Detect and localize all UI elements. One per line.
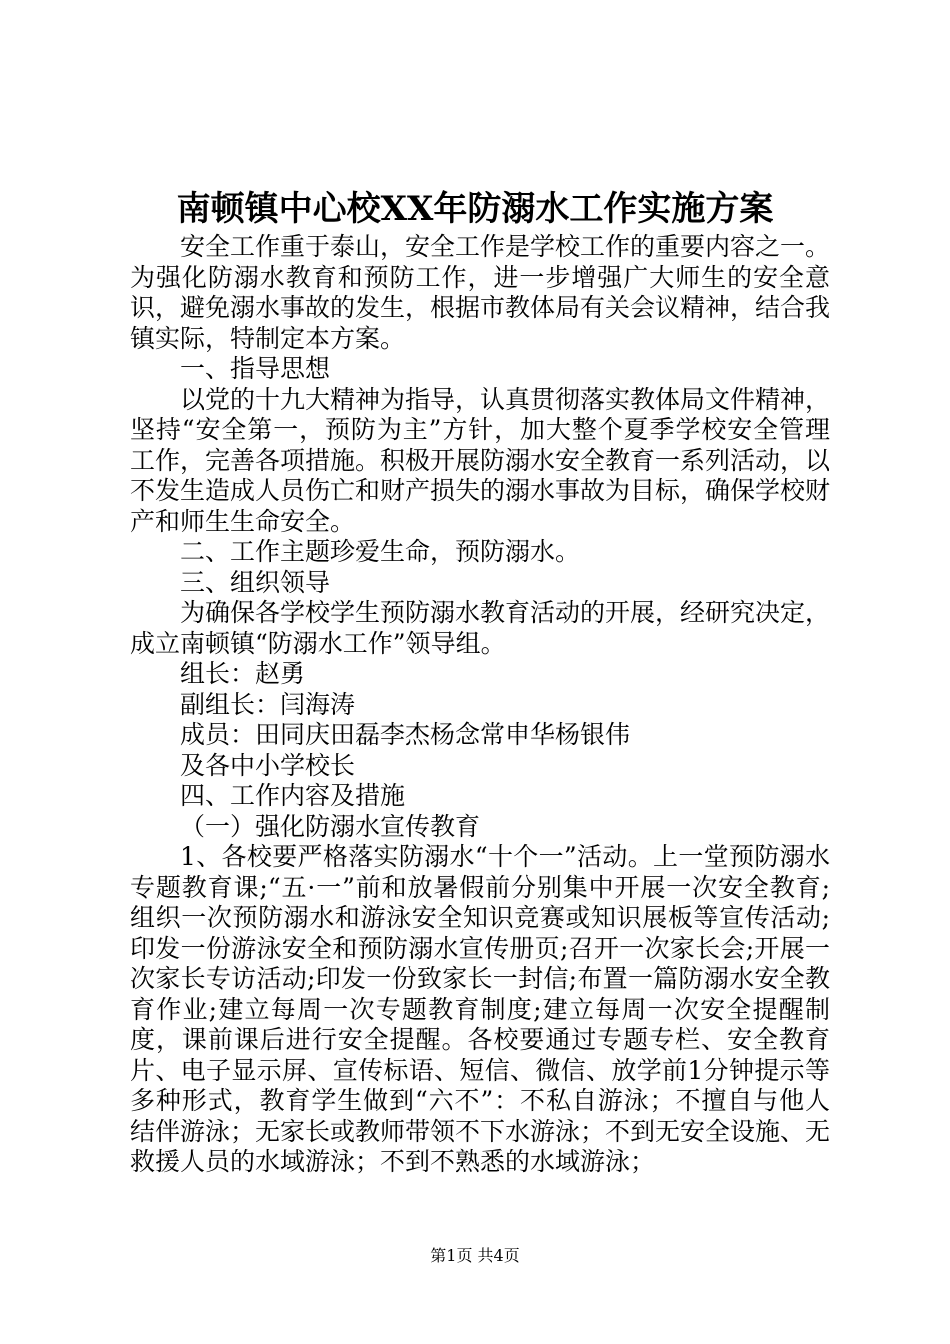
document-title: 南顿镇中心校XX年防溺水工作实施方案	[176, 189, 774, 229]
section-heading-guiding-thought: 一、指导思想	[180, 354, 331, 383]
paragraph-organization: 为确保各学校学生预防溺水教育活动的开展，经研究决定，成立南顿镇“防溺水工作”领导组。	[130, 598, 831, 658]
paragraph-publicity-item-1: 1、各校要严格落实防溺水“十个一”活动。上一堂预防溺水专题教育课;“五·一”前和放暑假前分别集中开展一次安全教育;组织一次预防溺水和游泳安全知识竞赛或知识展板等宣传活动;印发一份游泳安全和预防溺水宣传册页;召开一次家长会;开展一次家长专访活动;印发一份致家长一封信;布置一篇防溺水安全教育作业;建立每周一次专题教育制度;建立每周一次安全提醒制度，课前课后进行安全提醒。各校要通过专题专栏、安全教育片、电子显示屏、宣传标语、短信、微信、放学前1分钟提示等多种形式，教育学生做到“六不”：不私自游泳；不擅自与他人结伴游泳；无家长或教师带领不下水游泳；不到无安全设施、无救援人员的水域游泳；不到不熟悉的水域游泳；	[130, 842, 831, 1176]
members-line: 成员：田同庆田磊李杰杨念常申华杨银伟	[180, 720, 631, 749]
section-heading-organization: 三、组织领导	[180, 567, 331, 597]
paragraph-guiding-thought: 以党的十九大精神为指导，认真贯彻落实教体局文件精神，坚持“安全第一，预防为主”方针，加大整个夏季学校安全管理工作，完善各项措施。积极开展防溺水安全教育一系列活动，以不发生造成人员伤亡和财产损失的溺水事故为目标，确保学校财产和师生生命安全。	[130, 384, 831, 536]
principals-line: 及各中小学校长	[180, 750, 356, 780]
paragraph-intro: 安全工作重于泰山，安全工作是学校工作的重要内容之一。为强化防溺水教育和预防工作，进一步增强广大师生的安全意识，避免溺水事故的发生，根据市教体局有关会议精神，结合我镇实际，特制定本方案。	[130, 232, 831, 353]
section-heading-measures: 四、工作内容及措施	[180, 781, 406, 810]
subsection-heading-publicity: （一）强化防溺水宣传教育	[180, 811, 481, 841]
team-leader-line: 组长：赵勇	[180, 659, 306, 688]
deputy-leader-line: 副组长：闫海涛	[180, 689, 356, 719]
page-footer: 第1页 共4页	[430, 1246, 520, 1265]
section-heading-work-theme: 二、工作主题珍爱生命，预防溺水。	[180, 537, 581, 566]
document-body	[130, 232, 830, 1178]
